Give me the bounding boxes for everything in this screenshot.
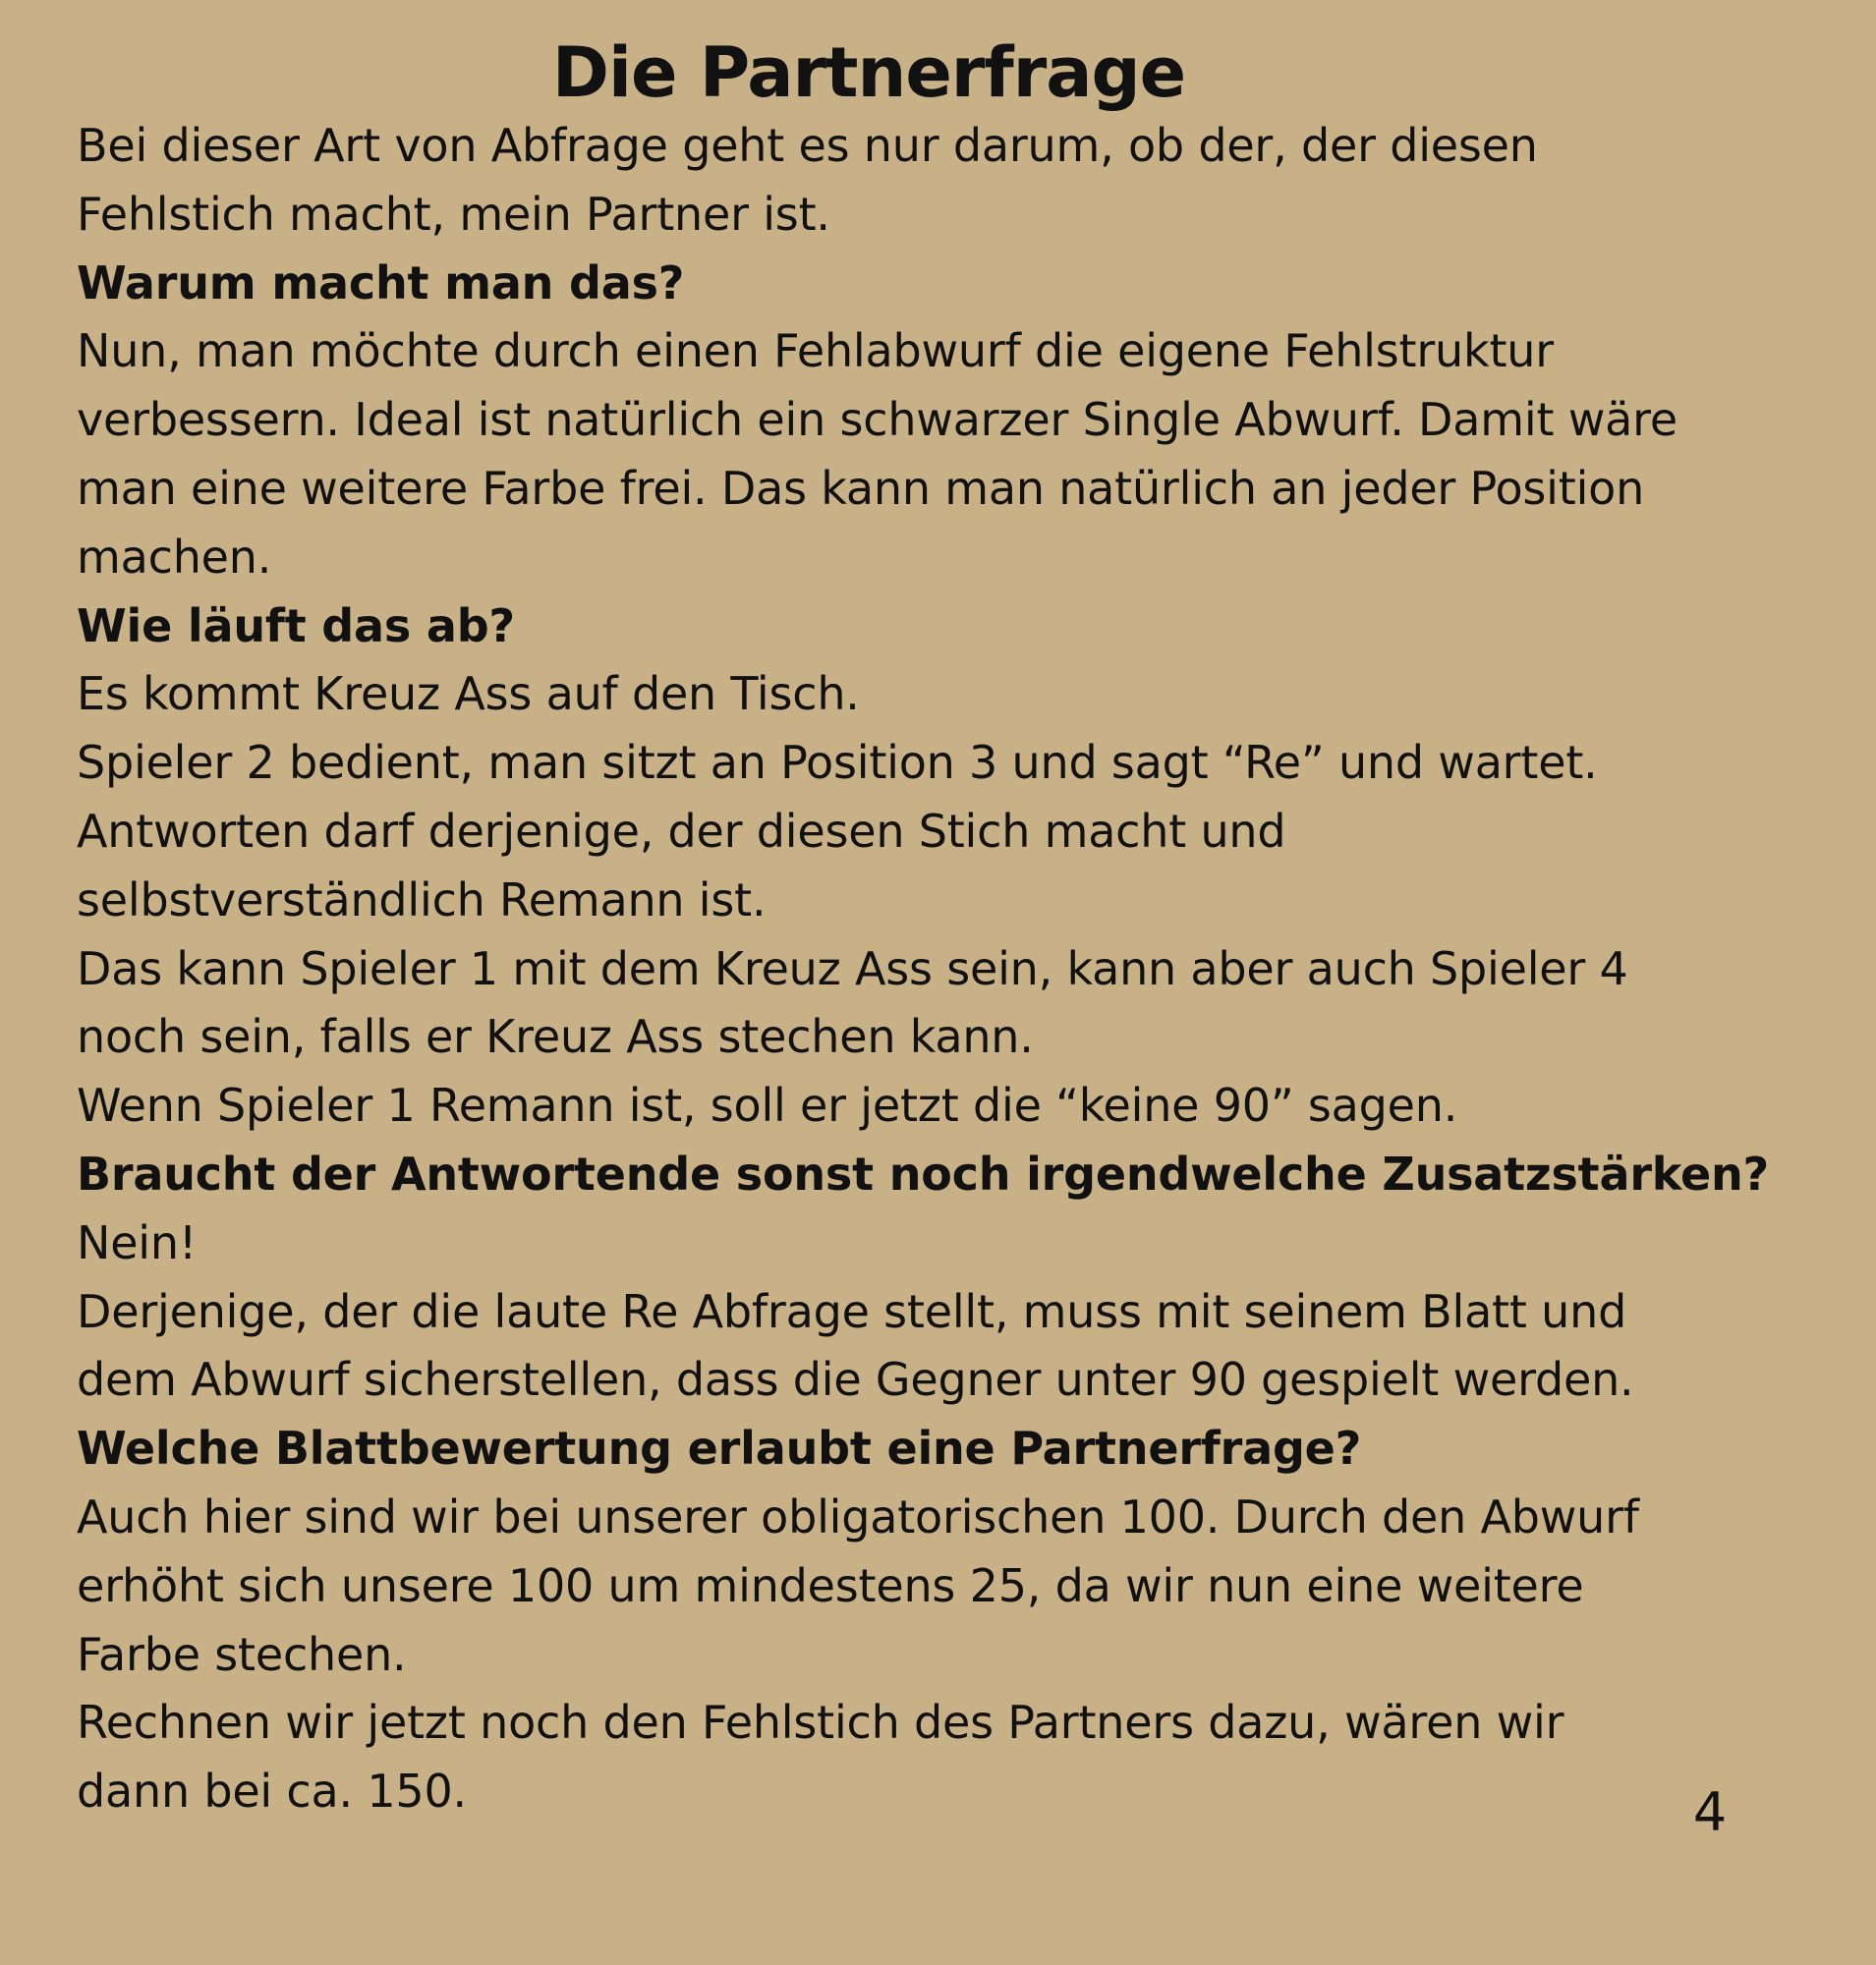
text-line: verbessern. Ideal ist natürlich ein schwarzer Single Abwurf. Damit wäre [77,393,1677,447]
page-title: Die Partnerfrage [551,32,1186,113]
text-line: noch sein, falls er Kreuz Ass stechen kann. [77,1010,1034,1064]
text-line: Fehlstich macht, mein Partner ist. [77,187,830,241]
text-line: Nein! [77,1215,198,1269]
text-line: man eine weitere Farbe frei. Das kann man natürlich an jeder Position [77,461,1645,515]
body-text [77,112,1846,1826]
text-line: Spieler 2 bedient, man sitzt an Position 3 und sagt “Re” und wartet. [77,736,1598,790]
text-line: Derjenige, der die laute Re Abfrage stellt, muss mit seinem Blatt und [77,1284,1627,1338]
text-line: Nun, man möchte durch einen Fehlabwurf die eigene Fehlstruktur [77,324,1554,378]
page-number: 4 [1692,1781,1728,1843]
text-line: Bei dieser Art von Abfrage geht es nur darum, ob der, der diesen [77,119,1538,172]
text-line: dem Abwurf sicherstellen, dass die Gegner unter 90 gespielt werden. [77,1353,1634,1407]
text-line: selbstverständlich Remann ist. [77,872,767,926]
section-heading: Warum macht man das? [77,255,685,309]
text-line: erhöht sich unsere 100 um mindestens 25, da wir nun eine weitere [77,1558,1584,1612]
section-heading: Welche Blattbewertung erlaubt eine Partnerfrage? [77,1422,1362,1476]
text-line: Rechnen wir jetzt noch den Fehlstich des Partners dazu, wären wir [77,1696,1564,1750]
text-line: Wenn Spieler 1 Remann ist, soll er jetzt die “keine 90” sagen. [77,1079,1458,1133]
text-line: Farbe stechen. [77,1627,407,1681]
section-heading: Wie läuft das ab? [77,598,515,652]
text-line: Das kann Spieler 1 mit dem Kreuz Ass sein, kann aber auch Spieler 4 [77,941,1628,995]
text-line: Es kommt Kreuz Ass auf den Tisch. [77,667,860,721]
section-heading: Braucht der Antwortende sonst noch irgendwelche Zusatzstärken? [77,1147,1769,1201]
text-line: Auch hier sind wir bei unserer obligatorischen 100. Durch den Abwurf [77,1489,1639,1544]
text-line: machen. [77,530,272,584]
text-line: Antworten darf derjenige, der diesen Stich macht und [77,804,1286,858]
text-line: dann bei ca. 150. [77,1765,467,1819]
